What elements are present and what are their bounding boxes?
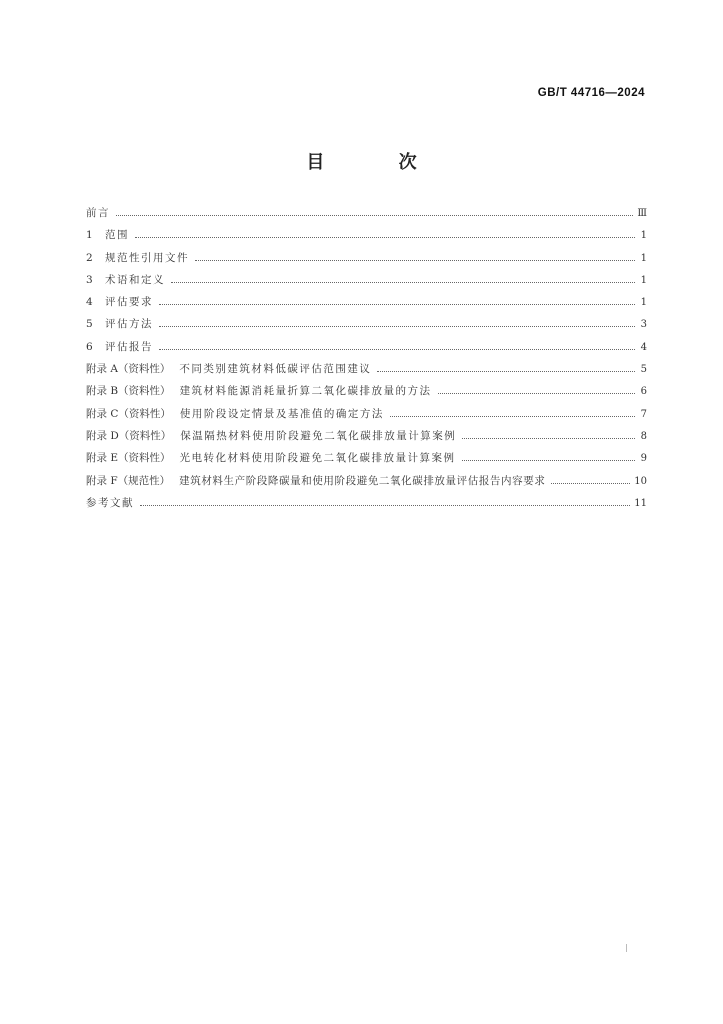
toc-entry-terms[interactable] bbox=[86, 272, 647, 294]
toc-annex-category: 附录 A（资料性） bbox=[86, 363, 171, 376]
toc-label: 建筑材料生产阶段降碳量和使用阶段避免二氧化碳排放量评估报告内容要求 bbox=[179, 474, 546, 487]
toc-page-number: 8 bbox=[640, 430, 647, 442]
page-footer-mark bbox=[626, 944, 627, 952]
toc-label: 保温隔热材料使用阶段避免二氧化碳排放量计算案例 bbox=[180, 429, 457, 442]
toc-annex-category: 附录 F（规范性） bbox=[86, 474, 171, 487]
toc-entry-annex-f[interactable] bbox=[86, 473, 647, 495]
toc-leader-dots bbox=[171, 282, 635, 283]
toc-label: 规范性引用文件 bbox=[105, 251, 189, 264]
toc-annex-category: 附录 B（资料性） bbox=[86, 385, 171, 398]
toc-page-number: 5 bbox=[640, 364, 647, 376]
toc-label: 前言 bbox=[86, 207, 110, 219]
toc-label: 评估方法 bbox=[105, 318, 153, 331]
toc-label: 建筑材料能源消耗量折算二氧化碳排放量的方法 bbox=[179, 385, 432, 398]
toc-leader-dots bbox=[116, 215, 633, 216]
toc-label: 光电转化材料使用阶段避免二氧化碳排放量计算案例 bbox=[179, 452, 456, 465]
toc-number: 2 bbox=[86, 251, 93, 264]
toc-entry-report[interactable] bbox=[86, 339, 647, 361]
standard-code: GB/T 44716—2024 bbox=[537, 87, 645, 99]
toc-leader-dots bbox=[195, 260, 635, 261]
toc-leader-dots bbox=[462, 438, 635, 439]
toc-leader-dots bbox=[135, 237, 635, 238]
toc-page-number: 1 bbox=[640, 297, 647, 309]
toc-label: 范围 bbox=[105, 229, 129, 242]
toc-page-number: 4 bbox=[640, 341, 647, 353]
toc-label: 参考文献 bbox=[86, 496, 134, 509]
toc-number: 5 bbox=[86, 318, 93, 331]
toc-number: 6 bbox=[86, 340, 93, 353]
toc-page-number: 1 bbox=[640, 230, 647, 242]
toc-leader-dots bbox=[438, 393, 635, 394]
toc-page-number: 9 bbox=[640, 453, 647, 465]
toc-page-number: 10 bbox=[634, 475, 647, 487]
toc-entry-methods[interactable] bbox=[86, 316, 647, 338]
toc-entry-annex-a[interactable] bbox=[86, 361, 647, 383]
toc-leader-dots bbox=[159, 349, 635, 350]
toc-leader-dots bbox=[462, 460, 635, 461]
toc-entry-normative-references[interactable] bbox=[86, 250, 647, 272]
toc-entry-scope[interactable] bbox=[86, 227, 647, 249]
toc-entry-annex-e[interactable] bbox=[86, 450, 647, 472]
toc-entry-annex-b[interactable] bbox=[86, 383, 647, 405]
toc-number: 1 bbox=[86, 229, 93, 242]
toc-entry-requirements[interactable] bbox=[86, 294, 647, 316]
toc-entry-bibliography[interactable] bbox=[86, 495, 647, 517]
toc-leader-dots bbox=[159, 326, 635, 327]
toc-leader-dots bbox=[140, 505, 630, 506]
toc-page-number: 1 bbox=[640, 274, 647, 286]
toc-entry-foreword[interactable] bbox=[86, 205, 647, 227]
toc-page-number: 11 bbox=[634, 497, 647, 509]
toc-page-number: 7 bbox=[640, 408, 647, 420]
toc-annex-category: 附录 E（资料性） bbox=[86, 452, 171, 465]
toc-label: 使用阶段设定情景及基准值的确定方法 bbox=[179, 407, 384, 420]
toc-entry-annex-c[interactable] bbox=[86, 406, 647, 428]
toc-annex-category: 附录 C（资料性） bbox=[86, 407, 171, 420]
toc-label: 不同类别建筑材料低碳评估范围建议 bbox=[179, 363, 372, 376]
toc-label: 评估报告 bbox=[105, 340, 153, 353]
toc-page-number: 6 bbox=[640, 386, 647, 398]
toc-page-number: Ⅲ bbox=[637, 208, 647, 219]
toc-label: 评估要求 bbox=[105, 296, 153, 309]
toc-entry-annex-d[interactable] bbox=[86, 428, 647, 450]
toc-number: 4 bbox=[86, 296, 93, 309]
toc-label: 术语和定义 bbox=[105, 273, 165, 286]
page-title: 目 次 bbox=[306, 152, 451, 173]
toc-page-number: 3 bbox=[640, 319, 647, 331]
table-of-contents bbox=[86, 205, 647, 517]
toc-number: 3 bbox=[86, 273, 93, 286]
toc-page-number: 1 bbox=[640, 252, 647, 264]
toc-leader-dots bbox=[551, 483, 630, 484]
toc-leader-dots bbox=[390, 416, 635, 417]
toc-leader-dots bbox=[159, 304, 635, 305]
toc-annex-category: 附录 D（资料性） bbox=[86, 429, 172, 442]
toc-leader-dots bbox=[377, 371, 635, 372]
